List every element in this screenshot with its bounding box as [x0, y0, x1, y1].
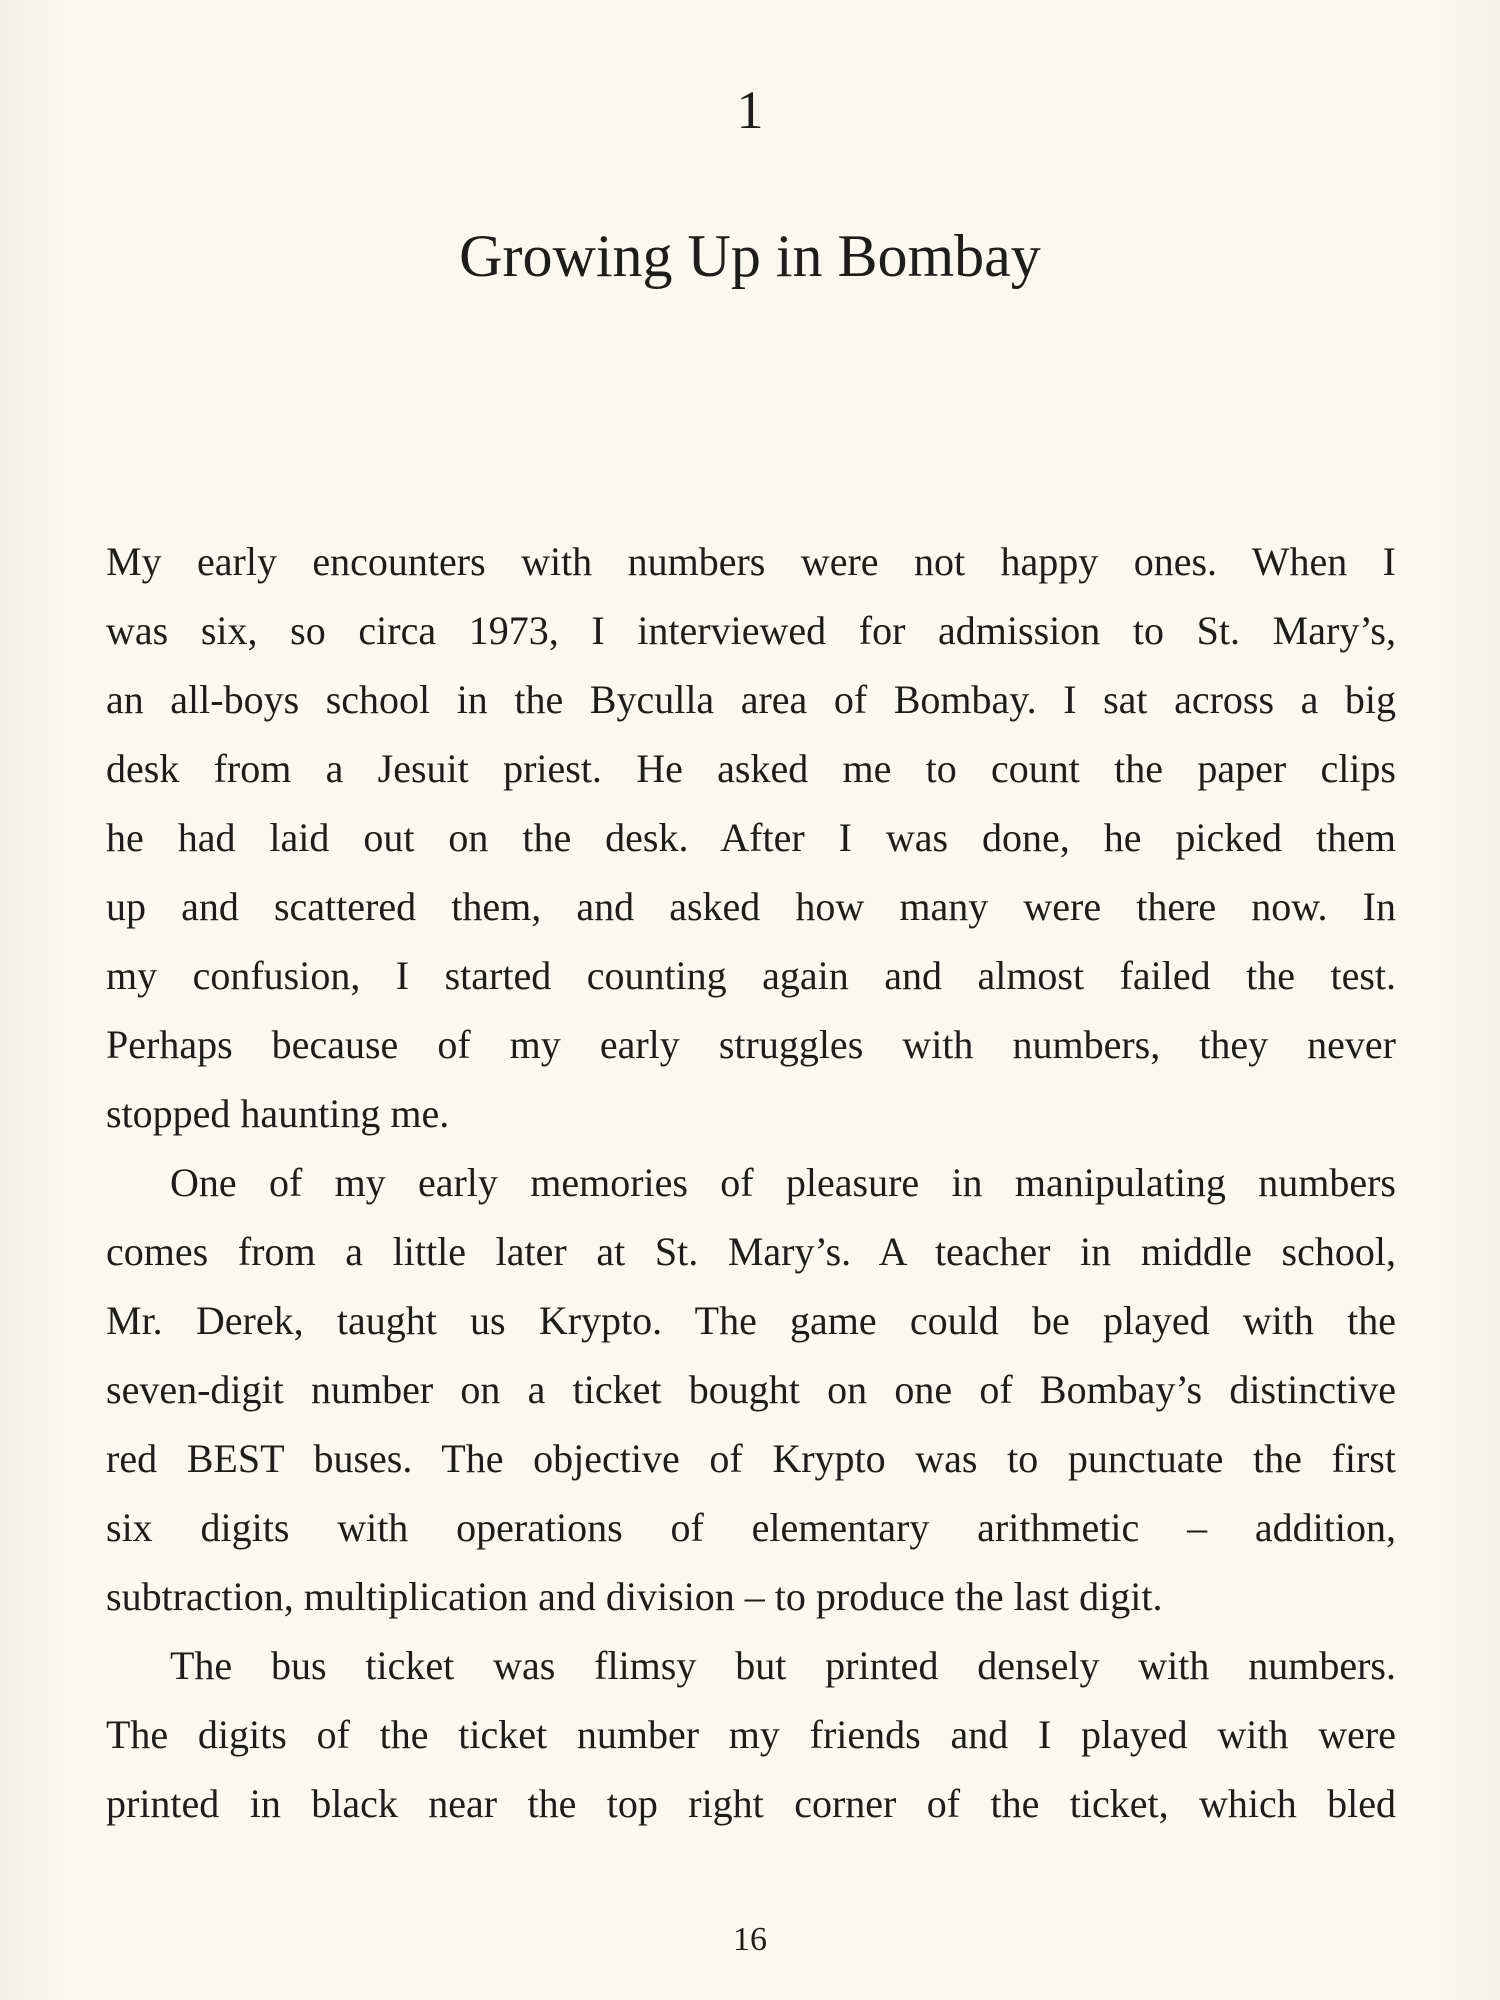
chapter-number: 1: [736, 80, 764, 140]
paragraph-2-line: comes from a little later at St. Mary’s. A teacher in middle school,: [106, 1229, 1396, 1274]
paragraph-1-line: stopped haunting me.: [106, 1091, 450, 1136]
body-text: [106, 527, 1396, 1838]
page-edge-shadow-left: [0, 0, 70, 2000]
paragraph-1-line: desk from a Jesuit priest. He asked me to count the paper clips: [106, 746, 1396, 791]
paragraph-2-line: six digits with operations of elementary arithmetic – addition,: [106, 1505, 1396, 1550]
paragraph-1-line: My early encounters with numbers were not happy ones. When I: [106, 539, 1396, 584]
paragraph-1-line: my confusion, I started counting again and almost failed the test.: [106, 953, 1396, 998]
paragraph-1-line: he had laid out on the desk. After I was done, he picked them: [106, 815, 1396, 860]
page-number: 16: [733, 1921, 767, 1958]
chapter-title: Growing Up in Bombay: [459, 223, 1041, 289]
paragraph-1-line: an all-boys school in the Byculla area of Bombay. I sat across a big: [106, 677, 1396, 722]
paragraph-1-line: was six, so circa 1973, I interviewed for admission to St. Mary’s,: [106, 608, 1396, 653]
paragraph-3-line: printed in black near the top right corner of the ticket, which bled: [106, 1781, 1396, 1826]
paragraph-2-line: Mr. Derek, taught us Krypto. The game could be played with the: [106, 1298, 1396, 1343]
paragraph-2-line: One of my early memories of pleasure in manipulating numbers: [170, 1160, 1396, 1205]
paragraph-1-line: up and scattered them, and asked how many were there now. In: [106, 884, 1396, 929]
paragraph-3-line: The digits of the ticket number my friends and I played with were: [106, 1712, 1396, 1757]
paragraph-2-line: seven-digit number on a ticket bought on one of Bombay’s distinctive: [106, 1367, 1396, 1412]
paragraph-3-line: The bus ticket was flimsy but printed densely with numbers.: [170, 1643, 1396, 1688]
page-edge-shadow-right: [1440, 0, 1500, 2000]
paragraph-2-line: subtraction, multiplication and division – to produce the last digit.: [106, 1574, 1163, 1619]
paragraph-2-line: red BEST buses. The objective of Krypto was to punctuate the first: [106, 1436, 1396, 1481]
paragraph-1-line: Perhaps because of my early struggles with numbers, they never: [106, 1022, 1396, 1067]
